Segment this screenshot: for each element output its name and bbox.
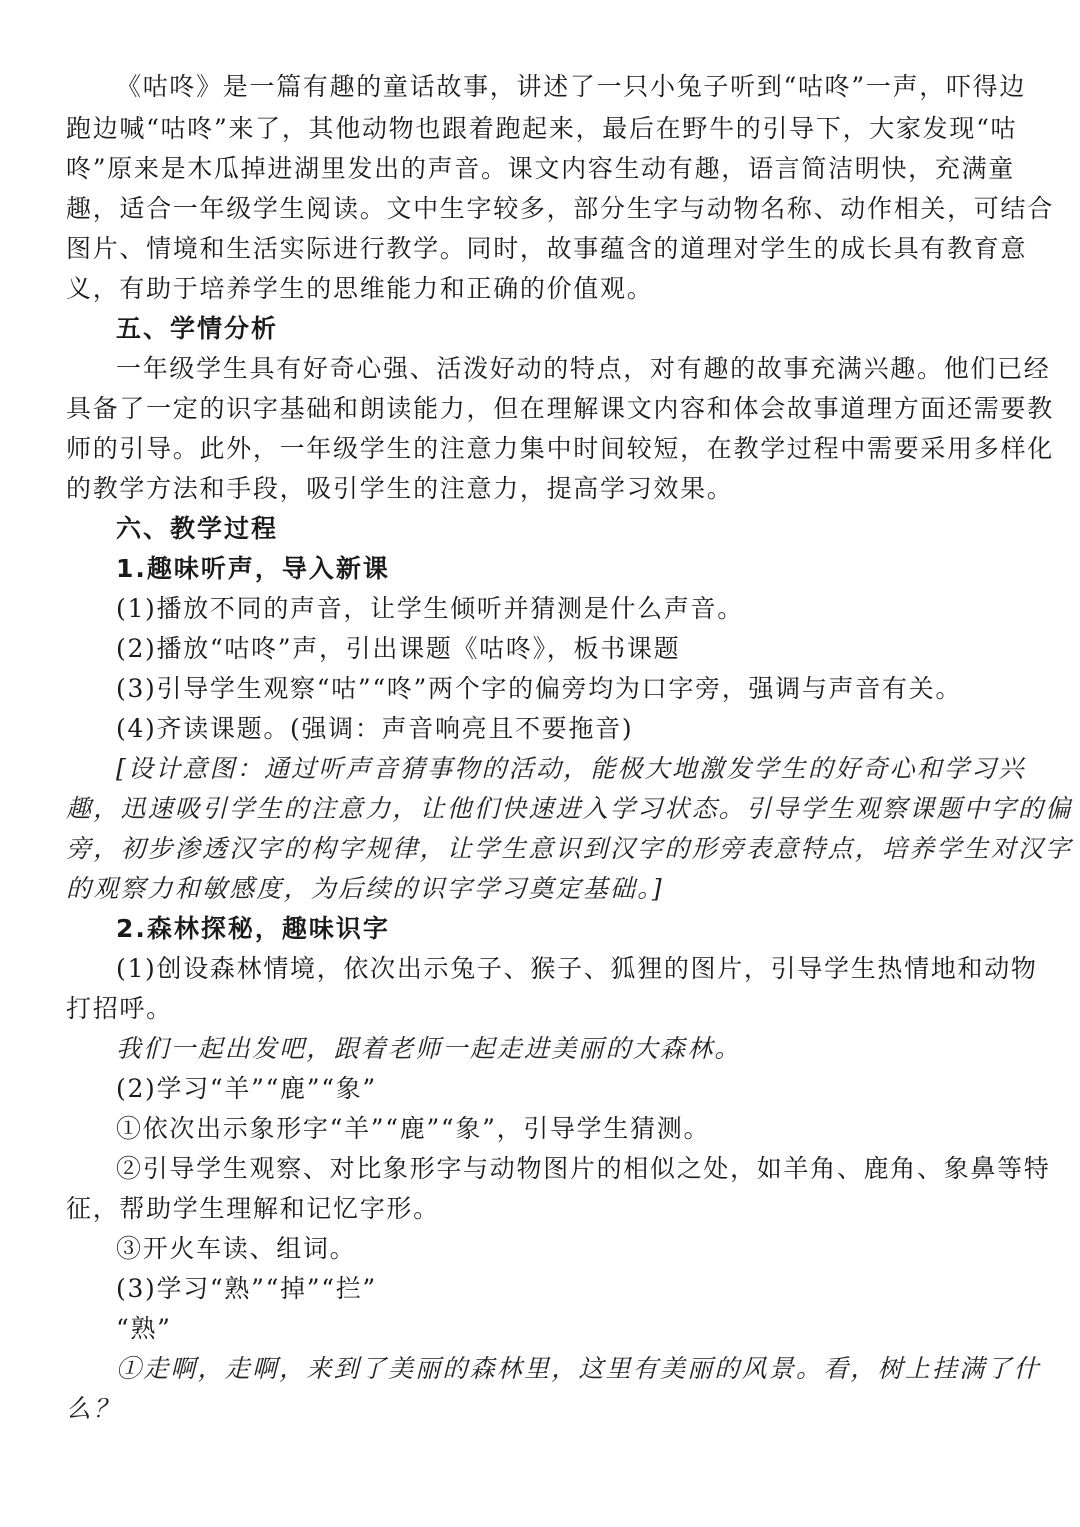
intro-line-6: 义，有助于培养学生的思维能力和正确的价值观。	[66, 274, 654, 303]
intro-line-1: 《咕咚》是一篇有趣的童话故事，讲述了一只小兔子听到“咕咚”一声，吓得边	[116, 72, 1027, 101]
step2-line-5: ①依次出示象形字“羊”“鹿”“象”，引导学生猜测。	[116, 1114, 711, 1143]
step1-item-4: (4)齐读课题。(强调：声音响亮且不要拖音)	[116, 714, 634, 743]
intro-line-2: 跑边喊“咕咚”来了，其他动物也跟着跑起来，最后在野牛的引导下，大家发现“咕	[66, 114, 1018, 143]
step1-item-1: (1)播放不同的声音，让学生倾听并猜测是什么声音。	[116, 594, 744, 623]
step2-line-12: 么？	[66, 1394, 121, 1423]
intro-line-3: 咚”原来是木瓜掉进湖里发出的声音。课文内容生动有趣，语言简洁明快，充满童	[66, 154, 1015, 183]
step2-line-4: (2)学习“羊”“鹿”“象”	[116, 1074, 377, 1103]
section5-line-1: 一年级学生具有好奇心强、活泼好动的特点，对有趣的故事充满兴趣。他们已经	[116, 354, 1051, 383]
step2-line-3: 我们一起出发吧，跟着老师一起走进美丽的大森林。	[116, 1034, 742, 1063]
design-note-line-4: 的观察力和敏感度，为后续的识字学习奠定基础。]	[66, 874, 664, 903]
section5-heading: 五、学情分析	[116, 314, 279, 343]
section5-line-3: 师的引导。此外，一年级学生的注意力集中时间较短，在教学过程中需要采用多样化	[66, 434, 1054, 463]
design-note-line-1: [设计意图：通过听声音猜事物的活动，能极大地激发学生的好奇心和学习兴	[116, 754, 1026, 783]
step1-item-3: (3)引导学生观察“咕”“咚”两个字的偏旁均为口字旁，强调与声音有关。	[116, 674, 963, 703]
section5-line-4: 的教学方法和手段，吸引学生的注意力，提高学习效果。	[66, 474, 734, 503]
step2-line-7: 征，帮助学生理解和记忆字形。	[66, 1194, 440, 1223]
section5-line-2: 具备了一定的识字基础和朗读能力，但在理解课文内容和体会故事道理方面还需要教	[66, 394, 1054, 423]
step2-line-1: (1)创设森林情境，依次出示兔子、猴子、狐狸的图片，引导学生热情地和动物	[116, 954, 1038, 983]
step2-heading: 2.森林探秘，趣味识字	[116, 914, 390, 943]
step2-line-10: “熟”	[116, 1314, 172, 1343]
intro-line-4: 趣，适合一年级学生阅读。文中生字较多，部分生字与动物名称、动作相关，可结合	[66, 194, 1054, 223]
step1-item-2: (2)播放“咕咚”声，引出课题《咕咚》，板书课题	[116, 634, 681, 663]
step2-line-2: 打招呼。	[66, 994, 173, 1023]
step2-line-8: ③开火车读、组词。	[116, 1234, 357, 1263]
intro-line-5: 图片、情境和生活实际进行教学。同时，故事蕴含的道理对学生的成长具有教育意	[66, 234, 1028, 263]
step2-line-9: (3)学习“熟”“掉”“拦”	[116, 1274, 377, 1303]
design-note-line-2: 趣，迅速吸引学生的注意力，让他们快速进入学习状态。引导学生观察课题中字的偏	[66, 794, 1073, 823]
step2-line-6: ②引导学生观察、对比象形字与动物图片的相似之处，如羊角、鹿角、象鼻等特	[116, 1154, 1051, 1183]
section6-heading: 六、教学过程	[116, 514, 279, 543]
step2-line-11: ①走啊，走啊，来到了美丽的森林里，这里有美丽的风景。看，树上挂满了什	[116, 1354, 1041, 1383]
design-note-line-3: 旁，初步渗透汉字的构字规律，让学生意识到汉字的形旁表意特点，培养学生对汉字	[66, 834, 1073, 863]
step1-heading: 1.趣味听声，导入新课	[116, 554, 390, 583]
